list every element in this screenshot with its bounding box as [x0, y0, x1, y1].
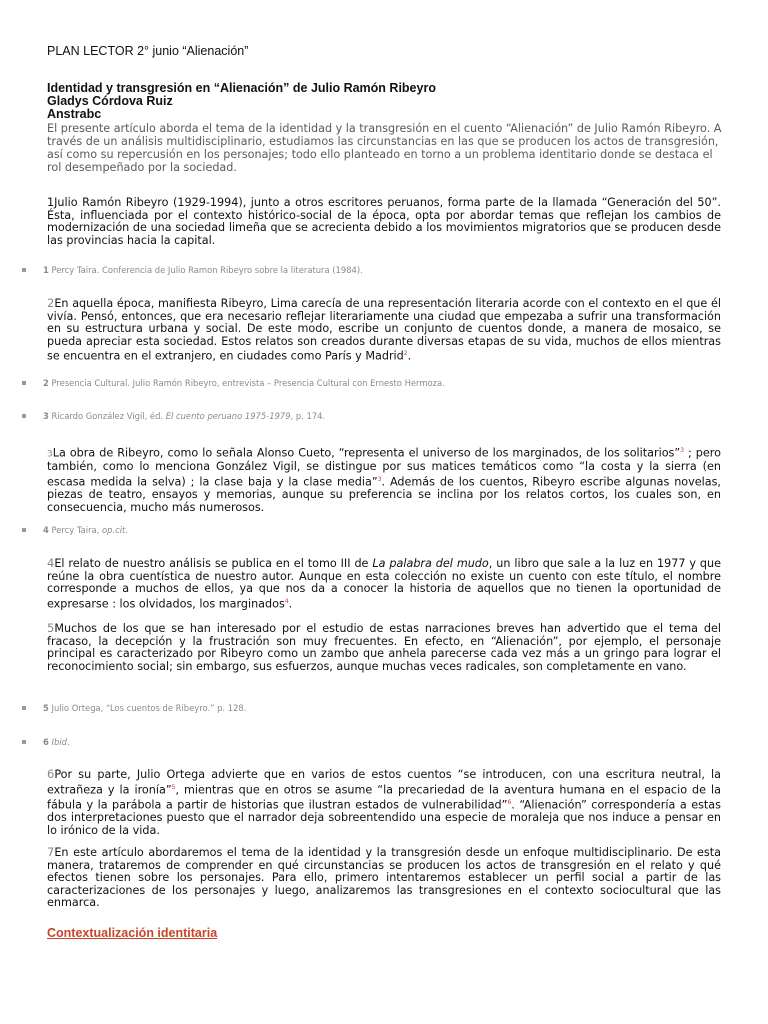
footnote-ref-link[interactable]: 5	[171, 783, 176, 791]
author-name: Gladys Córdova Ruiz	[47, 94, 173, 108]
paragraph-number: 1	[47, 196, 55, 209]
footnote-text-end: , p. 174.	[290, 411, 326, 421]
paragraph-text: En este artículo abordaremos el tema de la identidad y la transgresión desde un enfoque multidisciplinario. De esta manera, trataremos de comprender en qué circunstancias se producen los actos de transgresión en el relato y qué efectos tienen sobre los personajes. Para ello, primero intentaremos establecer un perfil social a partir de las caracterizaciones de los personajes y luego, analizaremos las transgresiones en el contexto sociocultural que las enmarca.	[47, 846, 721, 910]
square-bullet-icon	[22, 414, 26, 418]
paragraph-3	[47, 445, 721, 514]
footnote-5	[22, 703, 722, 714]
square-bullet-icon	[22, 268, 26, 272]
paragraph-text: El relato de nuestro análisis se publica en el tomo III de	[54, 557, 373, 570]
paragraph-number: 2	[47, 296, 55, 310]
footnote-text-end: .	[125, 525, 128, 535]
paragraph-5	[47, 622, 721, 673]
section-heading-link[interactable]: Contextualización identitaria	[47, 926, 218, 940]
footnote-number: 2	[43, 378, 49, 388]
footnote-text: Presencia Cultural. Julio Ramón Ribeyro, entrevista – Presencia Cultural con Ernesto Hermoza.	[51, 378, 445, 388]
paragraph-7	[47, 846, 721, 910]
square-bullet-icon	[22, 706, 26, 710]
footnote-3	[22, 411, 722, 422]
footnote-2	[22, 378, 722, 389]
paragraph-text: ; pero también, como lo menciona González Vigil, se distingue por sus matices temáticos como “la costa y la sierra (en escasa medida la selva) ; la clase baja y la clase media”	[47, 446, 721, 489]
article-header	[47, 82, 722, 174]
footnote-number: 1	[43, 265, 49, 275]
paragraph-number: 7	[47, 845, 55, 859]
paragraph-1	[47, 197, 721, 247]
footnote-italic: op.cit	[101, 525, 126, 535]
footnote-ref-link[interactable]: 6	[507, 798, 512, 806]
paragraph-2	[47, 297, 721, 364]
paragraph-text: La obra de Ribeyro, como lo señala Alonso Cueto, “representa el universo de los marginados, de los solitarios”	[52, 446, 681, 460]
footnote-ref-link[interactable]: 3	[680, 447, 685, 454]
paragraph-text-end: .	[288, 597, 293, 611]
paragraph-number: 5	[47, 621, 55, 635]
footnote-text: Percy Taira. Conferencia de Julio Ramon Ribeyro sobre la literatura (1984).	[51, 265, 363, 275]
paragraph-number: 4	[47, 556, 55, 570]
footnote-number: 3	[43, 411, 49, 421]
footnote-text: Ricardo González Vigil, éd.	[51, 411, 166, 421]
footnote-1	[22, 265, 722, 276]
footnote-ref-link[interactable]: 2	[403, 350, 408, 358]
footnote-number: 4	[43, 525, 49, 535]
footnote-6	[22, 737, 722, 748]
paragraph-text: En aquella época, manifiesta Ribeyro, Lima carecía de una representación literaria acorde con el contexto en el que él vivía. Pensó, entonces, que era necesario reflejar literariamente una ciudad que empezaba a sufrir una transformación en su estructura urbana y social. De este modo, escribe un conjunto de cuentos donde, a manera de mosaico, se pueda apreciar esta sociedad. Estos relatos son creados durante diversas etapas de su vida, muchos de ellos mientras se encuentra en el extranjero, en ciudades como París y Madrid	[47, 297, 721, 364]
footnote-4	[22, 525, 722, 536]
article-title: Identidad y transgresión en “Alienación” de Julio Ramón Ribeyro	[47, 81, 436, 95]
square-bullet-icon	[22, 528, 26, 532]
paragraph-text: Muchos de los que se han interesado por el estudio de estas narraciones breves han advertido que el tema del fracaso, la decepción y la frustración son muy frecuentes. En efecto, en “Alienación”, por ejemplo, el personaje principal es caracterizado por Ribeyro como un zambo que anhela parecerse cada vez más a un gringo para lograr el reconocimiento social; sin embargo, sus esfuerzos, aunque muchas veces radicales, son completamente en vano.	[47, 622, 721, 673]
paragraph-text: , un libro que sale a la luz en 1977 y que reúne la obra cuentística de nuestro autor. Aunque en esta colección no existe un cuento con este título, el nombre corresponde a muchos de ellos, ya que nos da a conocer la historia de aquellos que no tienen la oportunidad de expresarse : los olvidados, los marginados	[47, 557, 722, 611]
square-bullet-icon	[22, 740, 26, 744]
footnote-ref-link[interactable]: 4	[284, 597, 289, 605]
footnote-italic: El cuento peruano 1975-1979	[165, 411, 291, 421]
paragraph-number: 6	[47, 767, 55, 781]
book-title: La palabra del mudo	[372, 557, 489, 570]
footnote-number: 5	[43, 703, 49, 713]
abstract-text: El presente artículo aborda el tema de la identidad y la transgresión en el cuento “Alienación” de Julio Ramón Ribeyro. A través de un análisis multidisciplinario, estudiamos las circunstancias en las que se producen los actos de transgresión, así como su repercusión en los personajes; todo ello planteado en torno a un problema identitario donde se destaca el rol desempeñado por la sociedad.	[47, 122, 722, 174]
square-bullet-icon	[22, 381, 26, 385]
paragraph-text: Julio Ramón Ribeyro (1929-1994), junto a otros escritores peruanos, forma parte de la llamada “Generación del 50”. Ésta, influenciada por el contexto histórico-social de la época, opta por abordar temas que reflejan los cambios de modernización de una sociedad limeña que se acrecienta debido a los movimientos migratorios que se producen desde las provincias hacia la capital.	[47, 196, 721, 247]
footnote-italic: Ibid	[51, 737, 67, 747]
paragraph-text-end: .	[407, 350, 412, 364]
paragraph-6	[47, 768, 721, 837]
footnote-number: 6	[43, 737, 49, 747]
paragraph-4	[47, 557, 721, 611]
footnote-text: Percy Taira,	[51, 525, 102, 535]
paragraph-text-end: . “Alienación” correspondería a estas dos interpretaciones puesto que el narrador deja sobreentendido una especie de moraleja que nos induce a pensar en lo irónico de la vida.	[47, 798, 721, 837]
paragraph-text: , mientras que en otros se asume “la precariedad de la aventura humana en el espacio de la fábula y la parábola a partir de historias que ilustran estados de vulnerabilidad”	[47, 783, 722, 812]
paragraph-number: 3	[47, 449, 53, 460]
footnote-ref-link[interactable]: 3	[377, 475, 382, 483]
footnote-text-end: .	[66, 737, 70, 747]
footnote-text: Julio Ortega, “Los cuentos de Ribeyro.” p. 128.	[51, 703, 247, 713]
doc-title: PLAN LECTOR 2° junio “Alienación”	[47, 44, 249, 58]
abstract-label: Anstrabc	[47, 107, 102, 121]
paragraph-text: Por su parte, Julio Ortega advierte que en varios de estos cuentos “se introducen, con una escritura neutral, la extrañeza y la ironía”	[47, 768, 721, 797]
paragraph-text-end: . Además de los cuentos, Ribeyro escribe algunas novelas, piezas de teatro, ensayos y memorias, aunque su preferencia se inclina por los relatos cortos, los cuales son, en consecuencia, mucho más numerosos.	[47, 475, 721, 514]
